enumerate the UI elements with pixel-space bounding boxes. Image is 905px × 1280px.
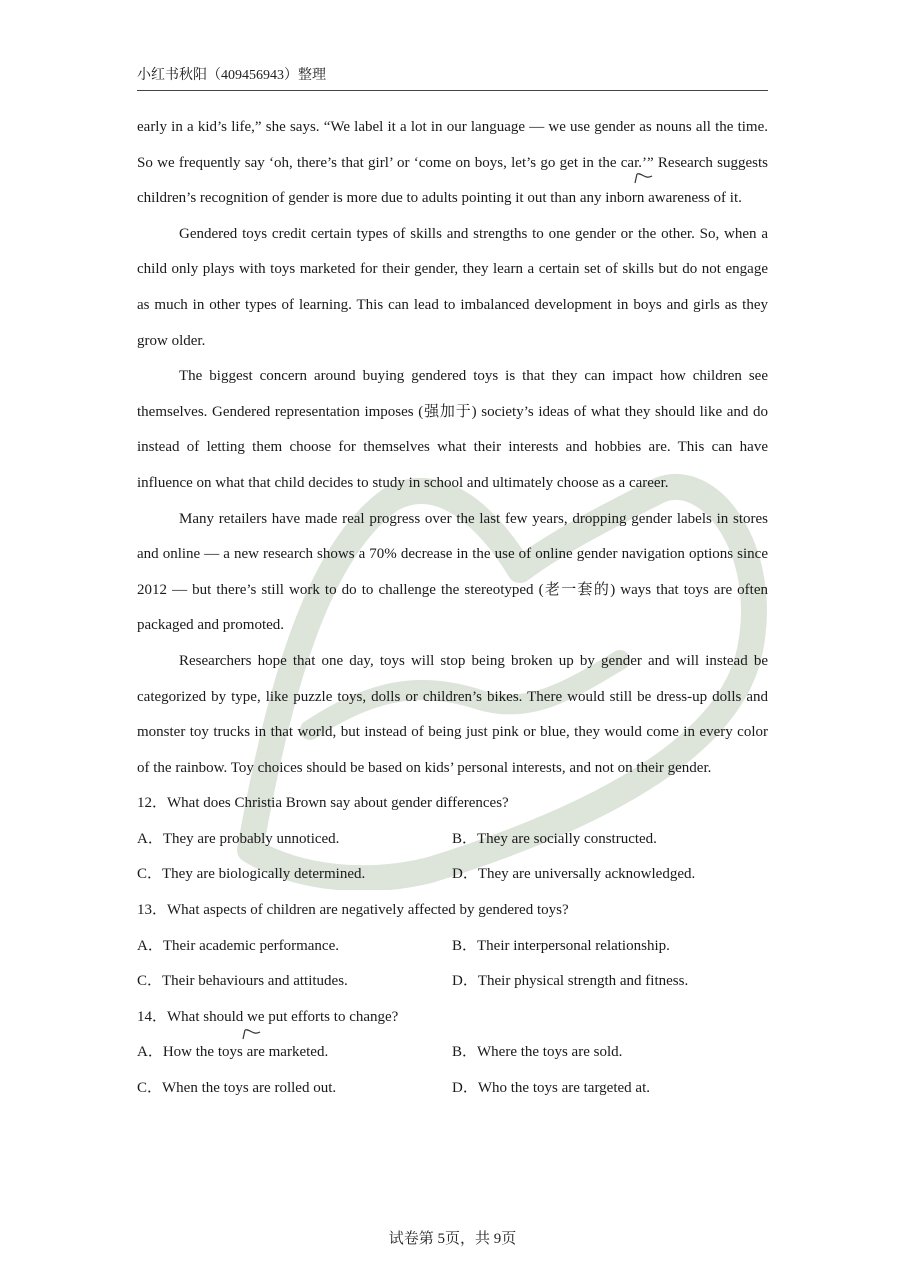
handwritten-mark-icon bbox=[632, 170, 656, 186]
passage-paragraph: Many retailers have made real progress over the last few years, dropping gender labels in stores and online — a new research shows a 70% decrease in the use of online gender navigation options since 2012 — but there’s still work to do to challenge the stereotyped (老一套的) ways that toys are often packaged and promoted. bbox=[137, 510, 768, 634]
option-c: C．Their behaviours and attitudes. bbox=[137, 973, 348, 990]
passage-body bbox=[137, 110, 768, 1107]
option-c: C．When the toys are rolled out. bbox=[137, 1080, 337, 1097]
option-b: B．Their interpersonal relationship. bbox=[452, 937, 670, 954]
option-b: B．Where the toys are sold. bbox=[452, 1044, 623, 1061]
passage-paragraph: Gendered toys credit certain types of skills and strengths to one gender or the other. So, when a child only plays with toys marketed for their gender, they learn a certain set of skills but do not engage as much in other types of learning. This can lead to imbalanced development in boys and girls as they grow older. bbox=[137, 225, 768, 349]
page-header: 小红书秋阳（409456943）整理 bbox=[137, 64, 768, 91]
question-stem: 13．What aspects of children are negatively affected by gendered toys? bbox=[137, 902, 569, 919]
option-c: C．They are biologically determined. bbox=[137, 866, 366, 883]
option-a: A．How the toys are marketed. bbox=[137, 1044, 329, 1061]
question-12 bbox=[137, 786, 768, 893]
question-13 bbox=[137, 893, 768, 1000]
option-d: D．They are universally acknowledged. bbox=[452, 866, 696, 883]
option-b: B．They are socially constructed. bbox=[452, 830, 657, 847]
passage-paragraph: early in a kid’s life,” she says. “We label it a lot in our language — we use gender as nouns all the time. So we frequently say ‘oh, there’s that girl’ or ‘come on boys, let’s go get in the car.’” Research suggests children’s recognition of gender is more due to adults pointing it out than any inborn awareness of it. bbox=[137, 119, 768, 207]
question-stem: 12．What does Christia Brown say about gender differences? bbox=[137, 795, 509, 812]
question-options bbox=[137, 1035, 768, 1106]
option-a: A．They are probably unnoticed. bbox=[137, 830, 340, 847]
question-options bbox=[137, 822, 768, 893]
question-stem: 14．What should we put efforts to change? bbox=[137, 1008, 399, 1025]
handwritten-mark-icon bbox=[240, 1026, 264, 1042]
page-footer: 试卷第 5页，共 9页 bbox=[388, 1231, 517, 1247]
passage-paragraph: The biggest concern around buying gendered toys is that they can impact how children see themselves. Gendered representation imposes (强加于) society’s ideas of what they should like and do instead of letting them choose for themselves what their interests and hobbies are. This can have influence on what that child decides to study in school and ultimately choose as a career. bbox=[137, 368, 768, 491]
question-options bbox=[137, 929, 768, 1000]
option-a: A．Their academic performance. bbox=[137, 937, 339, 954]
option-d: D．Who the toys are targeted at. bbox=[452, 1080, 650, 1097]
question-14 bbox=[137, 1000, 768, 1107]
passage-paragraph: Researchers hope that one day, toys will stop being broken up by gender and will instead be categorized by type, like puzzle toys, dolls or children’s bikes. There would still be dress-up dolls and monster toy trucks in that world, but instead of being just pink or blue, they would come in every color of the rainbow. Toy choices should be based on kids’ personal interests, and not on their gender. bbox=[137, 652, 768, 776]
option-d: D．Their physical strength and fitness. bbox=[452, 973, 689, 990]
